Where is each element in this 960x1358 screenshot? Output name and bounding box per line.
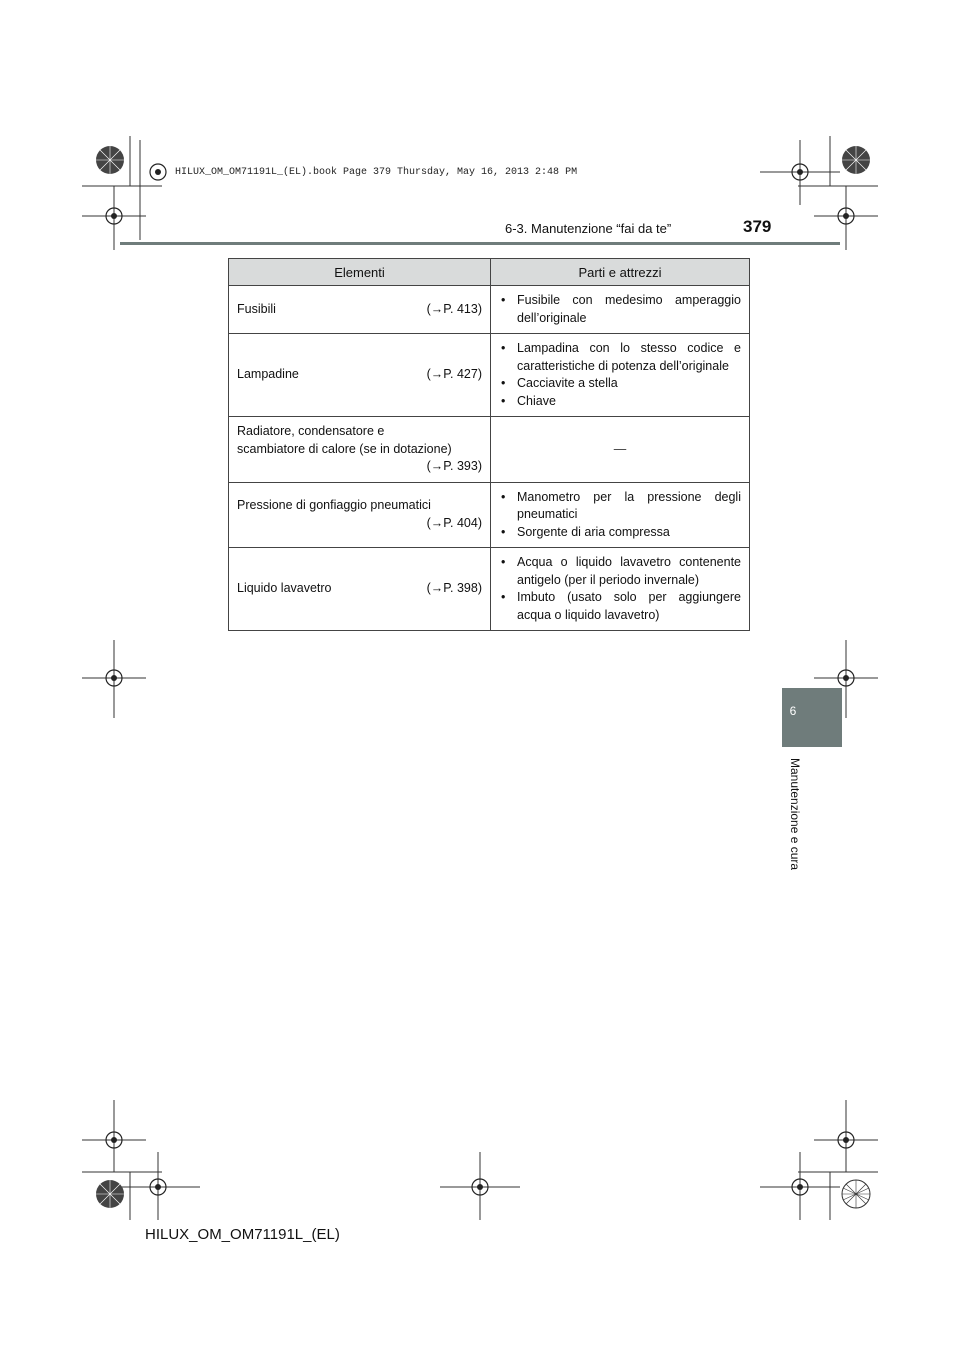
item-label: Radiatore, condensatore e [237,424,385,438]
section-title: 6-3. Manutenzione “fai da te” [505,221,672,236]
list-item: • Lampadina con lo stesso codice e caratteristiche di potenza dell’originale [499,340,741,375]
chapter-label: Manutenzione e cura [788,758,802,871]
parts-cell-empty: — [491,417,750,483]
page-reference: (→P. 393) [426,459,482,473]
parts-table [228,258,750,631]
item-cell [229,417,491,483]
item-label: Pressione di gonfiaggio pneumatici [237,498,431,513]
list-item: • Imbuto (usato solo per aggiungere acqua o liquido lavavetro) [499,589,741,624]
item-cell [229,286,491,334]
table-row [229,548,750,631]
parts-cell [491,482,750,548]
item-label: Liquido lavavetro [237,581,332,596]
table-row [229,482,750,548]
list-item: • Fusibile con medesimo amperaggio dell’originale [499,292,741,327]
item-cell [229,482,491,548]
print-info-line: HILUX_OM_OM71191L_(EL).book Page 379 Thursday, May 16, 2013 2:48 PM [175,167,578,178]
page-reference: (→P. 398) [426,581,482,596]
item-label-continued: scambiatore di calore (se in dotazione) [237,441,452,456]
parts-cell [491,286,750,334]
item-cell [229,548,491,631]
list-item: • Cacciavite a stella [499,375,741,393]
page-reference: (→P. 404) [426,515,482,530]
page-number: 379 [743,217,772,236]
chapter-number: 6 [789,704,797,718]
item-label: Fusibili [237,301,276,316]
item-cell [229,334,491,417]
page-reference: (→P. 427) [426,367,482,382]
parts-cell [491,334,750,417]
page-reference: (→P. 413) [426,301,482,316]
header-rule [120,242,840,245]
table-row [229,286,750,334]
table-row [229,334,750,417]
table-header-row [229,259,750,286]
column-header-parts: Parti e attrezzi [491,259,750,286]
list-item: • Manometro per la pressione degli pneumatici [499,489,741,524]
list-item: • Chiave [499,393,741,411]
table-row [229,417,750,483]
column-header-items: Elementi [229,259,491,286]
document-code: HILUX_OM_OM71191L_(EL) [145,1226,340,1243]
list-item: • Sorgente di aria compressa [499,524,741,542]
item-label: Lampadine [237,367,299,382]
list-item: • Acqua o liquido lavavetro contenente antigelo (per il periodo invernale) [499,554,741,589]
parts-cell [491,548,750,631]
